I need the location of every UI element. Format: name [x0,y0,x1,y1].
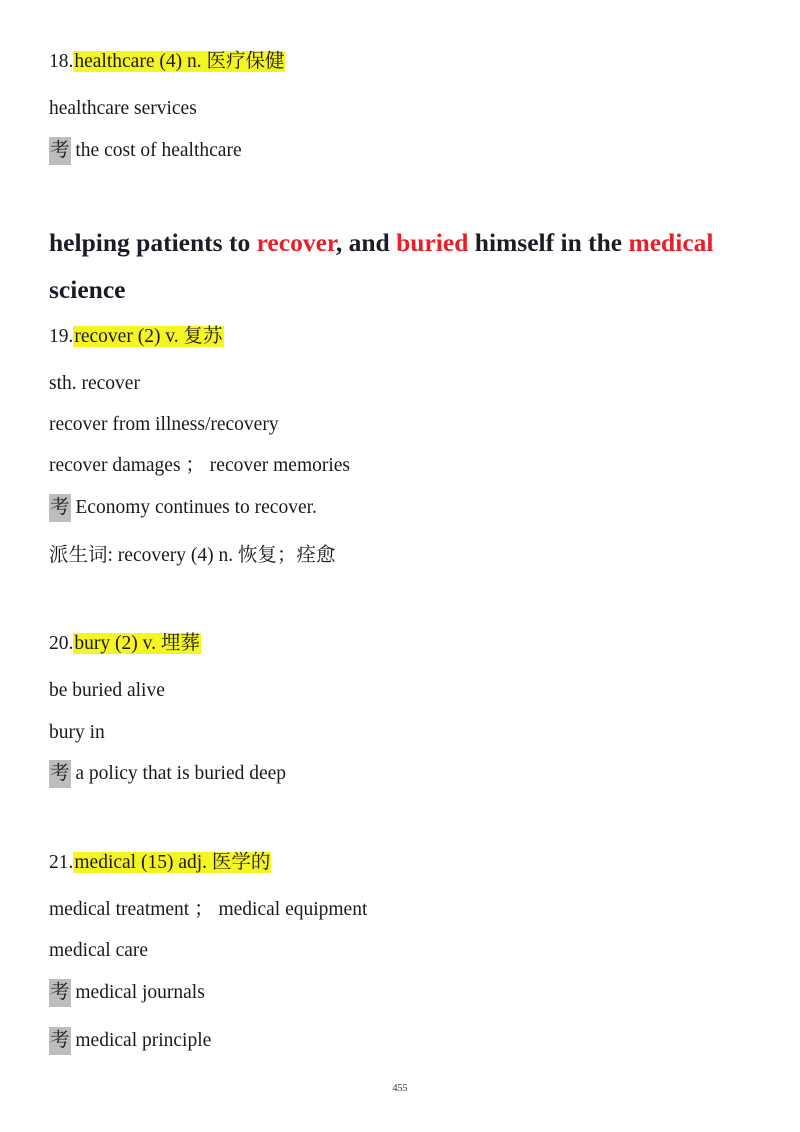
exam-marker: 考 [49,137,71,165]
page-number: 455 [392,1083,408,1094]
exam-example-text: a policy that is buried deep [70,763,287,784]
entry-number: 21. [49,852,74,873]
sentence-text: himself in the [468,228,629,257]
entry-18-headline [49,48,285,76]
headword-highlight: bury (2) v. 埋葬 [74,633,200,654]
headword-highlight: recover (2) v. 复苏 [74,326,223,347]
exam-marker: 考 [49,979,71,1007]
exam-marker: 考 [49,494,71,522]
exam-example-text: medical principle [75,1030,212,1051]
sentence-text: , and [335,228,397,257]
entry-21-headline [49,849,271,877]
exam-example [49,1027,211,1055]
phrase: bury in [49,722,105,743]
entry-19-headline [49,323,224,351]
sentence-text: helping patients to [49,228,257,257]
sentence-keyword: recover [256,228,336,257]
exam-marker: 考 [49,760,71,788]
entry-number: 19. [49,326,74,347]
sentence-keyword: medical [628,228,714,257]
exam-example [49,979,205,1007]
key-sentence [49,219,759,313]
phrase: be buried alive [49,680,165,701]
sentence-text: science [49,275,126,304]
headword-highlight: medical (15) adj. 医学的 [74,852,271,873]
exam-marker: 考 [49,1027,71,1055]
phrase: sth. recover [49,373,140,394]
exam-example-text: Economy continues to recover. [75,497,317,518]
derivative-line: 派生词: recovery (4) n. 恢复；痊愈 [49,545,336,566]
exam-example-text: medical journals [75,982,205,1003]
exam-example [49,137,242,165]
sentence-keyword: buried [396,228,469,257]
phrase: recover from illness/recovery [49,414,279,435]
phrase: healthcare services [49,98,197,119]
exam-example-text: the cost of healthcare [75,140,242,161]
phrase: recover damages ； recover memories [49,455,351,476]
exam-example [49,760,286,788]
entry-number: 18. [49,51,74,72]
phrase: medical treatment ； medical equipment [49,899,368,920]
exam-example [49,494,317,522]
headword-highlight: healthcare (4) n. 医疗保健 [74,51,285,72]
phrase: medical care [49,940,149,961]
entry-20-headline [49,630,201,658]
entry-number: 20. [49,633,74,654]
